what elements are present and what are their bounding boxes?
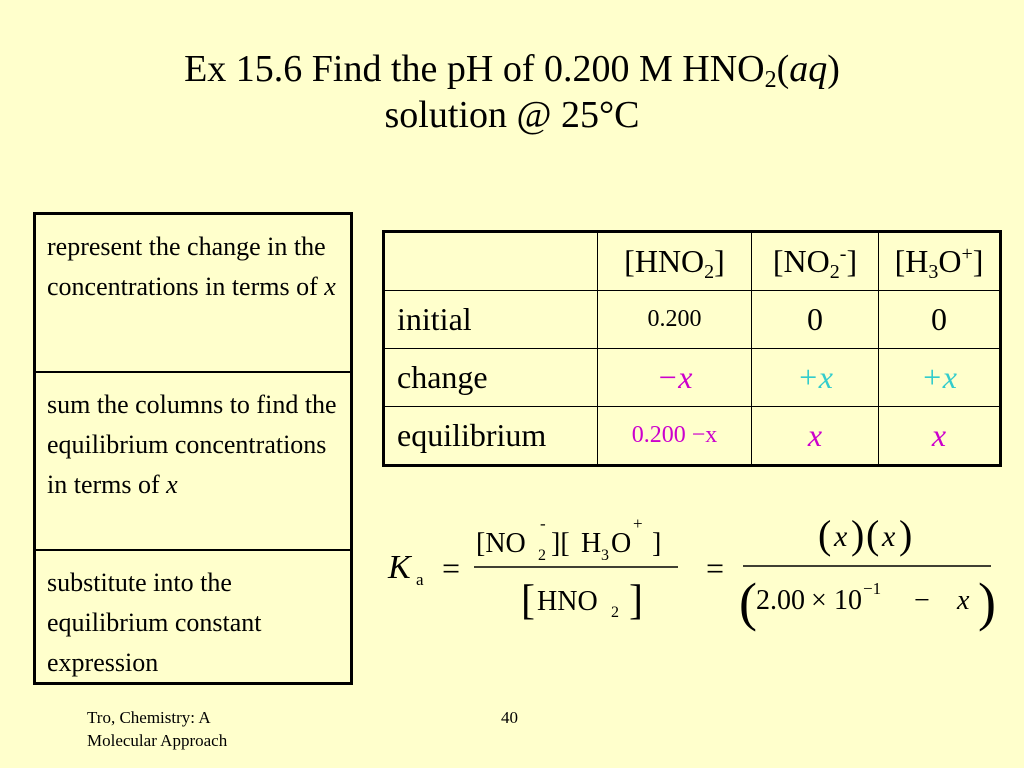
ka-subscript: a bbox=[416, 570, 424, 589]
denominator-sub: 2 bbox=[611, 604, 619, 621]
cell-equilibrium-no2: x bbox=[752, 407, 879, 466]
header-no2: $[NO_2^-]$ bbox=[752, 232, 879, 291]
numerator-no-sub: 2 bbox=[538, 547, 546, 564]
slide-title bbox=[0, 46, 1024, 138]
denominator-close-bracket: ] bbox=[629, 578, 643, 624]
ice-corner-cell bbox=[384, 232, 598, 291]
equals-sign-1: = bbox=[442, 550, 461, 586]
ice-table bbox=[382, 230, 1002, 467]
title-line-2: solution @ 25°C bbox=[384, 94, 640, 136]
row-label-equilibrium: equilibrium bbox=[384, 407, 598, 466]
cell-change-no2: +x bbox=[752, 349, 879, 407]
times-sign: × bbox=[811, 585, 827, 616]
numerator-no-sup: - bbox=[540, 514, 546, 533]
numerator-paren-close-1: ) bbox=[851, 512, 865, 557]
title-line-1: Ex 15.6 Find the pH of 0.200 M $HNO_2(aq)$ bbox=[184, 48, 840, 93]
step-substitute: substitute into the equilibrium constant expression bbox=[36, 549, 350, 682]
denominator-x: x bbox=[957, 585, 970, 616]
footer-source-line-1: Tro, Chemistry: A bbox=[87, 708, 211, 727]
numerator-paren-open-1: ( bbox=[818, 512, 832, 557]
header-h3o: $[H_3O^+]$ bbox=[879, 232, 1001, 291]
step-sum-columns: sum the columns to find the equilibrium concentrations in terms of x bbox=[36, 371, 350, 549]
denominator-hno: HNO bbox=[537, 586, 598, 617]
row-label-initial: initial bbox=[384, 291, 598, 349]
ice-row-change bbox=[384, 349, 1001, 407]
ice-row-equilibrium bbox=[384, 407, 1001, 466]
numerator-h: H bbox=[581, 528, 602, 559]
cell-change-hno2: −x bbox=[598, 349, 752, 407]
numerator-close: ] bbox=[652, 528, 662, 559]
numerator-x-2: x bbox=[882, 520, 896, 553]
cell-change-h3o: +x bbox=[879, 349, 1001, 407]
cell-equilibrium-hno2: 0.200 −x bbox=[598, 407, 752, 466]
ice-row-initial bbox=[384, 291, 1001, 349]
numerator-o-sup: + bbox=[633, 514, 643, 533]
cell-equilibrium-h3o: x bbox=[879, 407, 1001, 466]
numerator-x-1: x bbox=[834, 520, 848, 553]
cell-initial-h3o: 0 bbox=[879, 291, 1001, 349]
footer-source-line-2: Molecular Approach bbox=[87, 731, 228, 750]
denominator-value: 2.00 bbox=[756, 585, 805, 616]
exponent: −1 bbox=[863, 579, 882, 598]
ice-header-row bbox=[384, 232, 1001, 291]
ka-symbol: K bbox=[388, 549, 411, 586]
ka-expression-svg bbox=[388, 508, 1003, 638]
equals-sign-2: = bbox=[706, 550, 725, 586]
numerator-o: O bbox=[611, 528, 632, 559]
denominator-paren-close: ) bbox=[978, 572, 996, 632]
footer-source bbox=[87, 706, 227, 752]
cell-initial-no2: 0 bbox=[752, 291, 879, 349]
header-hno2: $[HNO_2]$ bbox=[598, 232, 752, 291]
numerator-paren-open-2: ( bbox=[866, 512, 880, 557]
minus-sign: − bbox=[914, 585, 930, 616]
ka-expression bbox=[388, 508, 1003, 638]
cell-initial-hno2: 0.200 bbox=[598, 291, 752, 349]
numerator-brackets: ][ bbox=[551, 528, 570, 559]
denominator-paren-open: ( bbox=[739, 572, 757, 632]
procedure-steps-box bbox=[33, 212, 353, 685]
row-label-change: change bbox=[384, 349, 598, 407]
numerator-paren-close-2: ) bbox=[899, 512, 913, 557]
denominator-open-bracket: [ bbox=[521, 578, 535, 624]
ten: 10 bbox=[834, 585, 862, 616]
numerator-no: [NO bbox=[476, 528, 526, 559]
page-number: 40 bbox=[501, 708, 518, 727]
numerator-h-sub: 3 bbox=[601, 547, 609, 564]
step-represent-change: represent the change in the concentrations in terms of x bbox=[47, 232, 336, 301]
